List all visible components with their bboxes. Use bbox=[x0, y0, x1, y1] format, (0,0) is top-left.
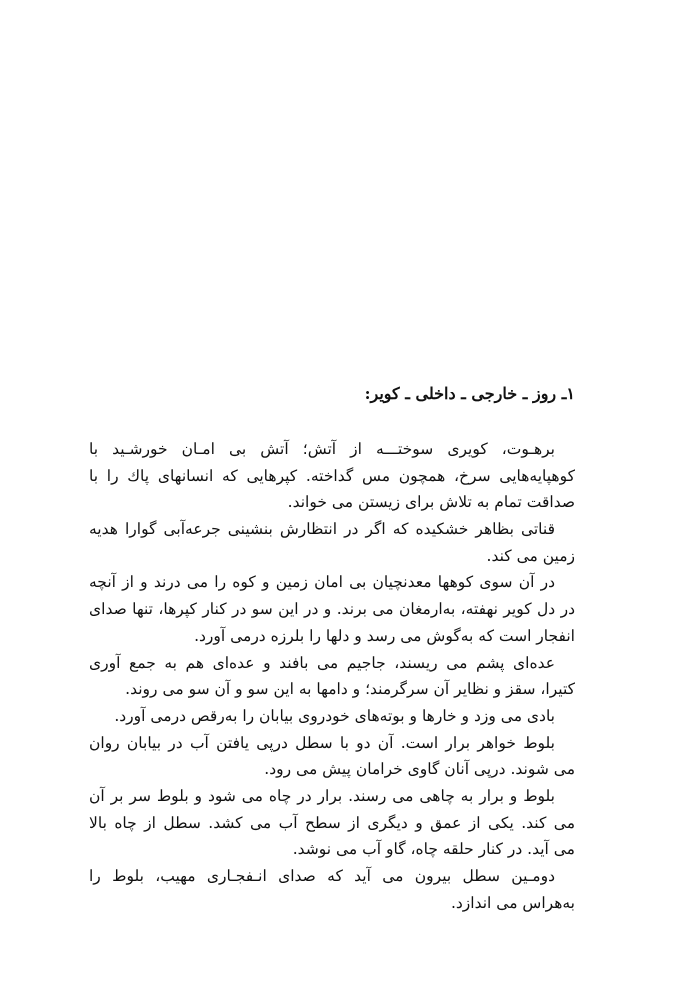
text-line: کتیرا، سقز و نظایر آن سرگرمند؛ و دامها به این سو و آن سو می روند. bbox=[125, 680, 575, 699]
text-line: می کند. یکی از عمق و دیگری از سطح آب می کشد. سطل از چاه بالا bbox=[89, 813, 575, 832]
screenplay-body bbox=[89, 436, 575, 916]
text-line: در دل کویر نهفته، به‌ارمغان می برند. و در این سو در کنار کپرها، تنها صدای bbox=[89, 600, 575, 619]
paragraph-2 bbox=[89, 516, 575, 569]
scene-heading: ۱ـ روز ـ خارجی ـ داخلی ـ کویر: bbox=[364, 384, 575, 403]
paragraph-5 bbox=[89, 703, 575, 730]
text-line: به‌هراس می اندازد. bbox=[450, 893, 575, 912]
text-line: زمین می کند. bbox=[486, 546, 575, 565]
paragraph-3 bbox=[89, 569, 575, 649]
paragraph-1 bbox=[89, 436, 575, 516]
paragraph-7 bbox=[89, 783, 575, 863]
text-line: بلوط و برار به چاهی می رسند. برار در چاه می شود و بلوط سر بر آن bbox=[89, 786, 555, 805]
text-line: در آن سوی کوهها معدنچیان بی امان زمین و کوه را می درند و از آنچه bbox=[89, 573, 555, 592]
text-line: انفجار است که به‌گوش می رسد و دلها را بلرزه درمی آورد. bbox=[194, 626, 575, 645]
paragraph-6 bbox=[89, 730, 575, 783]
text-line: برهـوت، کویری سوختـــه از آتش؛ آتش بی امـان خورشـید با bbox=[89, 440, 555, 458]
text-line: بلوط خواهر برار است. آن دو با سطل درپی یافتن آب در بیابان روان bbox=[89, 733, 555, 752]
paragraph-8 bbox=[89, 863, 575, 916]
paragraph-4 bbox=[89, 650, 575, 703]
text-line: عده‌ای پشم می ریسند، جاجیم می بافند و عده‌ای هم به جمع آوری bbox=[89, 653, 555, 672]
text-line: کوهپایه‌هایی سرخ، همچون مس گداخته. کپرهایی که انسانهای پاك را با bbox=[89, 466, 575, 485]
text-line: بادی می وزد و خارها و بوته‌های خودروی بیابان را به‌رقص درمی آورد. bbox=[114, 706, 555, 725]
text-line: می شوند. درپی آنان گاوی خرامان پیش می رود. bbox=[264, 760, 575, 779]
text-line: قناتی بظاهر خشکیده که اگر در انتظارش بنشینی جرعه‌آبی گوارا هدیه bbox=[89, 520, 555, 539]
text-line: می آید. در کنار حلقه چاه، گاو آب می نوشد. bbox=[292, 840, 575, 859]
text-line: دومـین سطل بیرون می آید که صدای انـفجـاری مهیب، بلوط را bbox=[89, 867, 555, 885]
text-line: صداقت تمام به تلاش برای زیستن می خواند. bbox=[287, 493, 575, 512]
